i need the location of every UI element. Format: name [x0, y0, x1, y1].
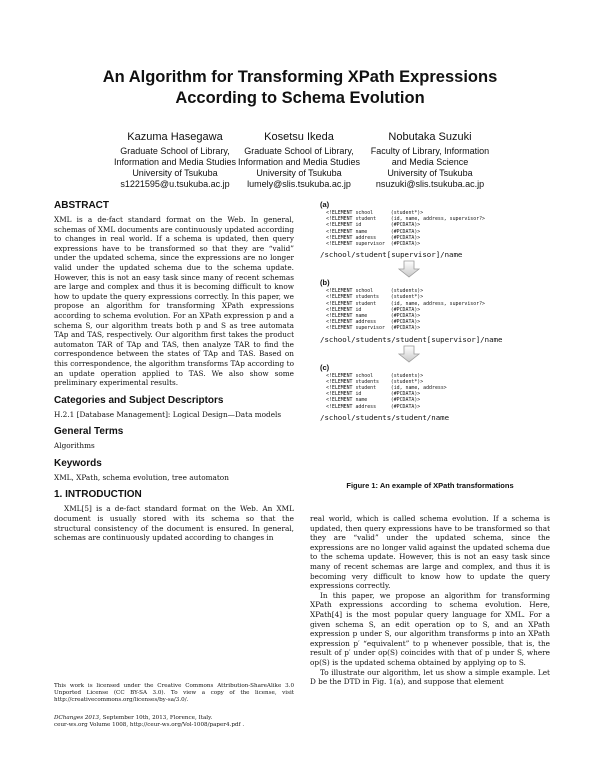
figure-label-a: (a): [320, 200, 330, 209]
figure-caption: Figure 1: An example of XPath transformations: [346, 481, 514, 490]
down-arrow-icon: [320, 345, 550, 363]
introduction-heading: 1. INTRODUCTION: [54, 489, 142, 501]
introduction-text: XML[5] is a de-fact standard format on the Web. An XML document is usually stored with its schema so that the structural consistency of the document is ensured. In general, schemas are continuously updated according to changes in: [54, 504, 294, 543]
dtd-code-b: <!ELEMENT school (students)> <!ELEMENT students (student*)> <!ELEMENT student (id, name, address, supervisor?> <!ELEMENT id (#PCDATA)> <!ELEMENT name (#PCDATA)> <!ELEMENT address (#PCDATA)> <!ELEMENT supervisor (#PCDATA)>: [326, 288, 485, 332]
author-email: nsuzuki@slis.tsukuba.ac.jp: [375, 179, 485, 189]
abstract-heading: ABSTRACT: [54, 200, 109, 211]
author-affiliation: Graduate School of Library,: [120, 146, 230, 156]
general-terms-text: Algorithms: [54, 441, 95, 451]
author-email: lumely@slis.tsukuba.ac.jp: [247, 179, 351, 189]
author-name: Nobutaka Suzuki: [388, 131, 472, 143]
dtd-code-c: <!ELEMENT school (students)> <!ELEMENT students (student*)> <!ELEMENT student (id, name, address> <!ELEMENT id (#PCDATA)> <!ELEMENT name (#PCDATA)> <!ELEMENT address (#PCDATA)>: [326, 372, 447, 410]
author-affiliation: University of Tsukuba: [256, 168, 342, 178]
right-column: [310, 514, 550, 687]
license-text: This work is licensed under the Creative Commons Attribution-ShareAlike 3.0 Unported License (CC BY-SA 3.0). To view a copy of the license, visit http://creativecommons.org/licenses/by-sa/3.0/.: [54, 683, 294, 704]
author-affiliation: University of Tsukuba: [132, 168, 218, 178]
general-terms-heading: General Terms: [54, 426, 124, 438]
figure-1: [320, 200, 550, 423]
title-line-2: According to Schema Evolution: [175, 89, 425, 107]
figure-label-b: (b): [320, 278, 330, 288]
volume-text: ceur-ws.org Volume 1008, http://ceur-ws.org/Vol-1008/paper4.pdf .: [54, 722, 245, 729]
venue-date: September 10th, 2013, Florence, Italy.: [100, 715, 213, 721]
xpath-a: /school/student[supervisor]/name: [320, 250, 463, 260]
xpath-b: /school/students/student[supervisor]/name: [320, 334, 503, 344]
categories-text: H.2.1 [Database Management]: Logical Design—Data models: [54, 409, 282, 419]
author-affiliation: Faculty of Library, Information: [370, 146, 490, 156]
figure-label-c: (c): [320, 362, 330, 372]
author-name: Kazuma Hasegawa: [127, 131, 223, 143]
author-email: s1221595@u.tsukuba.ac.jp: [120, 179, 230, 189]
author-name: Kosetsu Ikeda: [264, 131, 334, 143]
author-affiliation: Graduate School of Library,: [244, 146, 354, 156]
abstract-text: XML is a de-fact standard format on the Web. In general, schemas of XML documents are continuously updated according to changes in real world. If a schema is updated, then query expressions have to be transformed so that they are “valid” under the updated schema, since the expressions are no longer valid under the updated schema due to the schema update. However, this is not an easy task since many of recent schemas are large and complex and thus it is becoming difficult to know how to update the query expressions correctly. In this paper, we propose an algorithm for transforming XPath expressions according to schema evolution. For an XPath expression p and a schema S, our algorithm treats both p and S as tree automata TAp and TAS, respectively. Our algorithm first takes the product automaton TAR of TAp and TAS, then analyze TAR to find the correspondence between the states of TAp and TAS. Based on this correspondence, the algorithm transforms TAp according to an update operation applied to TAS. We also show some preliminary experimental results.: [54, 215, 294, 388]
paper-title: [0, 67, 600, 109]
xpath-c: /school/students/student/name: [320, 412, 450, 422]
intro-paragraph-2: In this paper, we propose an algorithm for transforming XPath expressions according to schema evolution. Here, XPath[4] is the most popular query language for XML. For a given schema S, an edit operation op to S, and an XPath expression p under S, our algorithm transforms p into an XPath expression p′ “equivalent” to p whenever possible, that is, the result of p′ under op(S) coincides with that of p under S, where op(S) is the updated schema obtained by applying op to S.: [310, 590, 550, 667]
author-affiliation: and Media Science: [391, 157, 469, 167]
author-block-3: [345, 130, 515, 190]
venue-footnote: [54, 715, 294, 729]
license-footnote: [54, 683, 294, 705]
venue-name: DChanges 2013,: [54, 715, 101, 721]
intro-paragraph-3: To illustrate our algorithm, let us show a simple example. Let D be the DTD in Fig. 1(a), and suppose that element: [310, 667, 550, 687]
author-affiliation: Information and Media Studies: [237, 157, 361, 167]
dtd-code-a: <!ELEMENT school (student*)> <!ELEMENT student (id, name, address, supervisor?> <!ELEMENT id (#PCDATA)> <!ELEMENT name (#PCDATA)> <!ELEMENT address (#PCDATA)> <!ELEMENT supervisor (#PCDATA)>: [326, 210, 485, 248]
author-affiliation: University of Tsukuba: [387, 168, 473, 178]
categories-heading: Categories and Subject Descriptors: [54, 394, 224, 406]
keywords-heading: Keywords: [54, 457, 102, 469]
left-column: [54, 200, 294, 543]
intro-paragraph-1: real world, which is called schema evolution. If a schema is updated, then query expressions have to be transformed so that they are “valid” under the updated schema, since the expressions are no longer valid against the updated schema due to the schema update. However, this is not an easy task since many of recent schemas are large and complex, and thus it is becoming very difficult to know how to update the query expressions correctly.: [310, 514, 550, 591]
down-arrow-icon: [320, 260, 550, 278]
keywords-text: XML, XPath, schema evolution, tree automaton: [54, 472, 229, 482]
title-line-1: An Algorithm for Transforming XPath Expressions: [102, 68, 498, 86]
author-affiliation: Information and Media Studies: [113, 157, 237, 167]
